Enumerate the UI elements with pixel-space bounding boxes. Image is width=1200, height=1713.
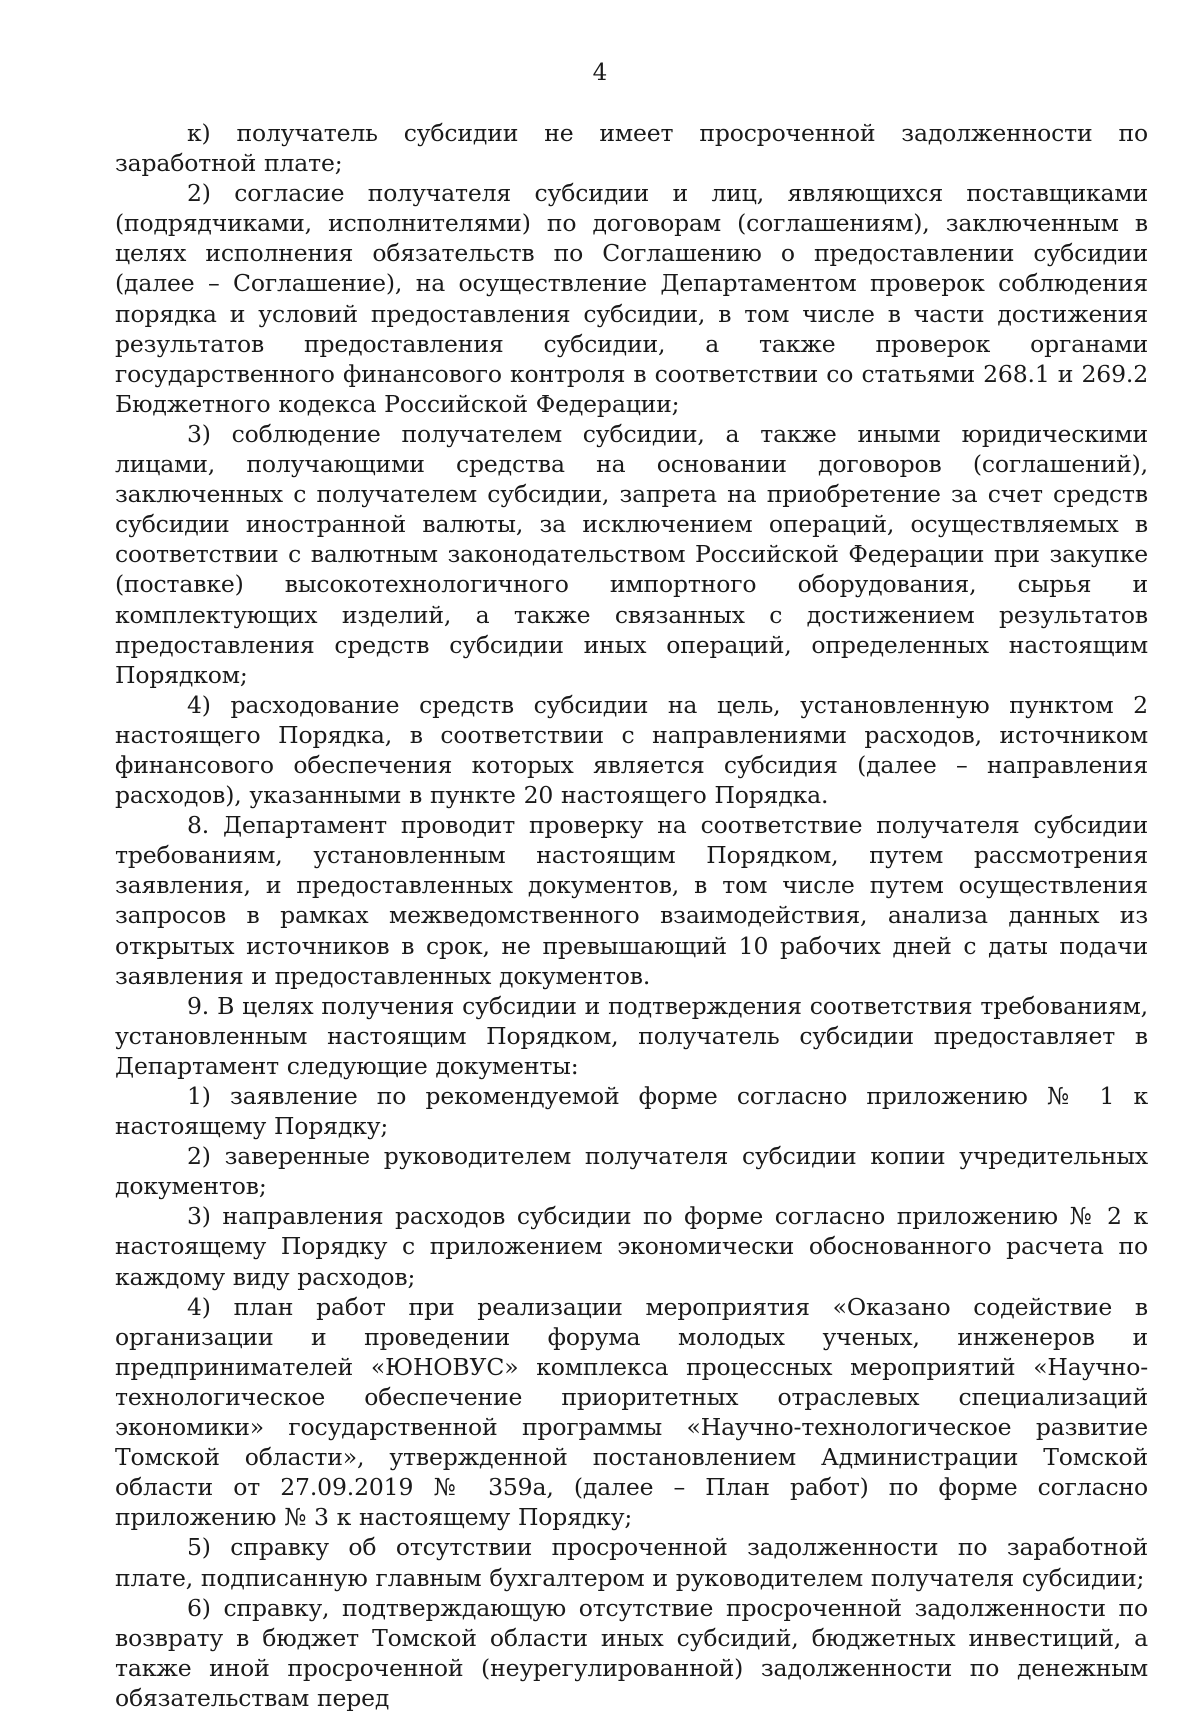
page-number: 4 <box>592 60 608 86</box>
paragraph-3-foreign-currency-ban: 3) соблюдение получателем субсидии, а также иными юридическими лицами, получающими средства на основании договоров (соглашений), заключенных с получателем субсидии, запрета на приобретение за счет средств субсидии иностранной валюты, за исключением операций, осуществляемых в соответствии с валютным законодательством Российской Федерации при закупке (поставке) высокотехнологичного импортного оборудования, сырья и комплектующих изделий, а также связанных с достижением результатов предоставления средств субсидии иных операций, определенных настоящим Порядком; <box>115 419 1148 689</box>
paragraph-9-required-documents: 9. В целях получения субсидии и подтверждения соответствия требованиям, установленным настоящим Порядком, получатель субсидии предоставляет в Департамент следующие документы: <box>115 991 1148 1080</box>
paragraph-2-consent-to-inspections: 2) согласие получателя субсидии и лиц, являющихся поставщиками (подрядчиками, исполнителями) по договорам (соглашениям), заключенным в целях исполнения обязательств по Соглашению о предоставлении субсидии (далее – Соглашение), на осуществление Департаментом проверок соблюдения порядка и условий предоставления субсидии, в том числе в части достижения результатов предоставления субсидии, а также проверок органами государственного финансового контроля в соответствии со статьями 268.1 и 269.2 Бюджетного кодекса Российской Федерации; <box>115 179 1148 418</box>
paragraph-8-department-check: 8. Департамент проводит проверку на соответствие получателя субсидии требованиям, установленным настоящим Порядком, путем рассмотрения заявления, и предоставленных документов, в том числе путем осуществления запросов в рамках межведомственного взаимодействия, анализа данных из открытых источников в срок, не превышающий 10 рабочих дней с даты подачи заявления и предоставленных документов. <box>115 811 1148 990</box>
list-item-4-work-plan: 4) план работ при реализации мероприятия «Оказано содействие в организации и проведении форума молодых ученых, инженеров и предпринимателей «ЮНОВУС» комплекса процессных мероприятий «Научно-технологическое обеспечение приоритетных отраслевых специализаций экономики» государственной программы «Научно-технологическое развитие Томской области», утвержденной постановлением Администрации Томской области от 27.09.2019 № 359а, (далее – План работ) по форме согласно приложению № 3 к настоящему Порядку; <box>115 1292 1148 1532</box>
document-body <box>115 118 1148 1713</box>
list-item-5-wage-certificate: 5) справку об отсутствии просроченной задолженности по заработной плате, подписанную главным бухгалтером и руководителем получателя субсидии; <box>115 1533 1148 1592</box>
paragraph-k-no-wage-arrears: к) получатель субсидии не имеет просроченной задолженности по заработной плате; <box>115 119 1148 178</box>
list-item-1-application: 1) заявление по рекомендуемой форме согласно приложению № 1 к настоящему Порядку; <box>115 1082 1148 1141</box>
list-item-6-debt-certificate: 6) справку, подтверждающую отсутствие просроченной задолженности по возврату в бюджет Томской области иных субсидий, бюджетных инвестиций, а также иной просроченной (неурегулированной) задолженности по денежным обязательствам перед <box>115 1593 1148 1712</box>
list-item-3-expense-directions: 3) направления расходов субсидии по форме согласно приложению № 2 к настоящему Порядку с приложением экономически обоснованного расчета по каждому виду расходов; <box>115 1202 1148 1291</box>
list-item-2-founding-documents: 2) заверенные руководителем получателя субсидии копии учредительных документов; <box>115 1142 1148 1201</box>
paragraph-4-spending-purpose: 4) расходование средств субсидии на цель, установленную пунктом 2 настоящего Порядка, в соответствии с направлениями расходов, источником финансового обеспечения которых является субсидия (далее – направления расходов), указанными в пункте 20 настоящего Порядка. <box>115 690 1148 810</box>
